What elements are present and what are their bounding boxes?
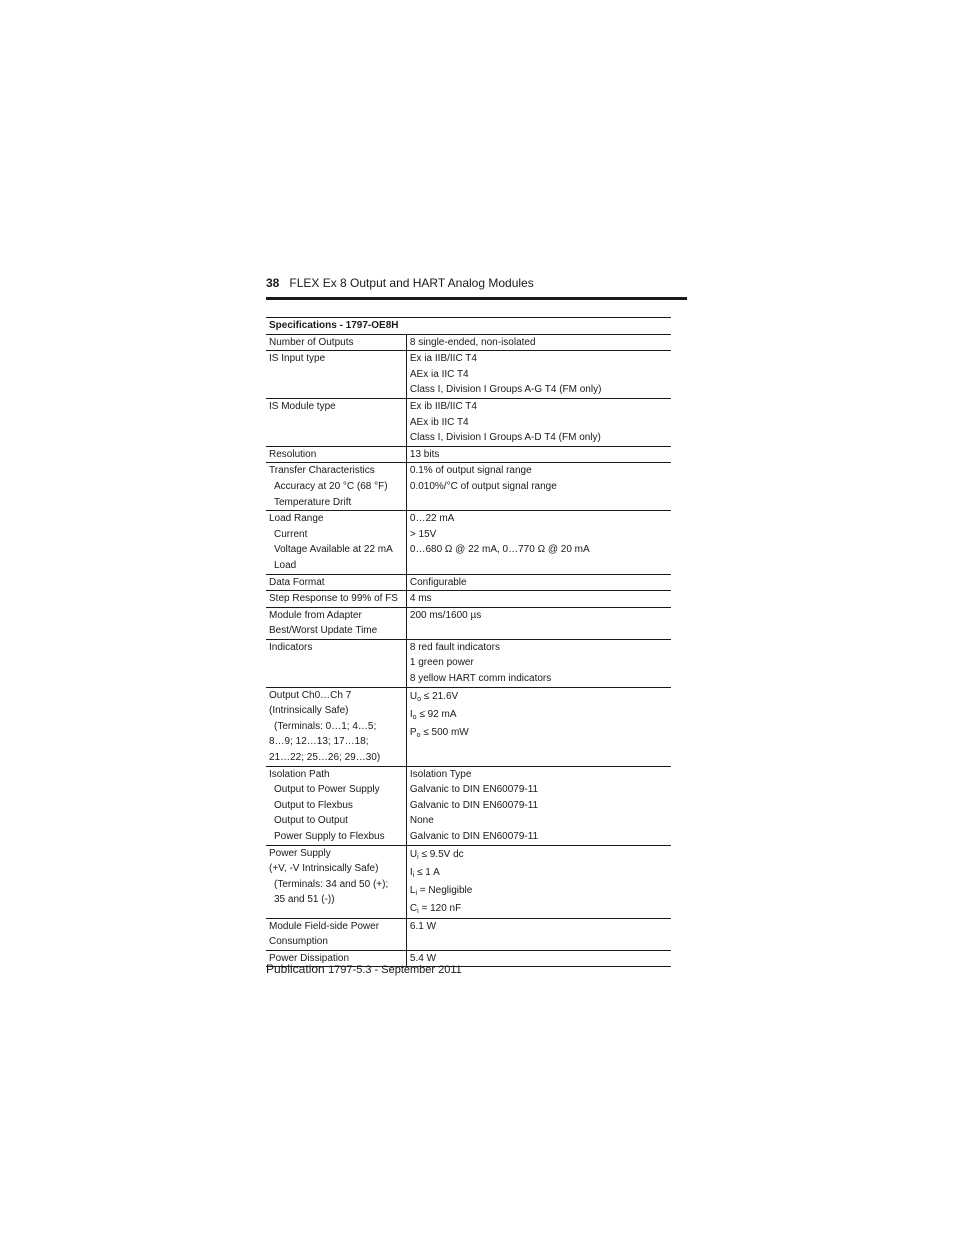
spec-value: 0…22 mA > 15V 0…680 Ω @ 22 mA, 0…770 Ω @ 20 mA	[406, 511, 671, 574]
spec-label: Isolation Path Output to Power Supply Output to Flexbus Output to Output Power Supply to Flexbus	[266, 766, 406, 845]
spec-label: IS Module type	[266, 398, 406, 446]
spec-label: Module from Adapter Best/Worst Update Time	[266, 607, 406, 639]
spec-value: 4 ms	[406, 591, 671, 608]
spec-label: Step Response to 99% of FS	[266, 591, 406, 608]
page-header	[266, 276, 687, 294]
spec-label: IS Input type	[266, 351, 406, 399]
table-row	[266, 639, 671, 687]
spec-label: Module Field-side Power Consumption	[266, 918, 406, 950]
power-inductance-value: $L_i$ = Negligible	[409, 884, 473, 897]
table-row	[266, 766, 671, 845]
spec-value	[406, 845, 671, 918]
power-capacitance-value: $C_i = 120$ nF	[409, 902, 462, 915]
power-current-value: $I_i \le 1$ A	[409, 866, 440, 879]
spec-label: Output Ch0…Ch 7 (Intrinsically Safe) (Terminals: 0…1; 4…5; 8…9; 12…13; 17…18; 21…22; 25…26; 29…30)	[266, 687, 406, 766]
table-row	[266, 687, 671, 766]
table-row	[266, 511, 671, 574]
header-rule	[266, 297, 687, 300]
table-row	[266, 351, 671, 399]
table-row	[266, 845, 671, 918]
table-row	[266, 918, 671, 950]
spec-value	[406, 687, 671, 766]
table-row	[266, 591, 671, 608]
spec-value: 0.1% of output signal range 0.010%/°C of output signal range	[406, 463, 671, 511]
spec-label: Data Format	[266, 574, 406, 591]
page-header-title: FLEX Ex 8 Output and HART Analog Modules	[289, 276, 534, 290]
table-row	[266, 398, 671, 446]
page-footer	[266, 962, 462, 976]
table-row	[266, 607, 671, 639]
output-voltage-value: $U_o \le 21.6V$	[409, 690, 459, 703]
spec-value: Configurable	[406, 574, 671, 591]
page-number: 38	[266, 276, 280, 290]
footer-label: Publication	[266, 962, 325, 976]
output-current-value: $I_o \le 92$ mA	[409, 708, 457, 721]
spec-value: 8 red fault indicators 1 green power 8 yellow HART comm indicators	[406, 639, 671, 687]
spec-label: Indicators	[266, 639, 406, 687]
power-voltage-value: $U_i \le 9.5V$ dc	[409, 848, 464, 861]
spec-label: Number of Outputs	[266, 334, 406, 351]
spec-value: Ex ia IIB/IIC T4 AEx ia IIC T4 Class I, Division I Groups A-G T4 (FM only)	[406, 351, 671, 399]
table-row	[266, 446, 671, 463]
specifications-table	[266, 317, 671, 967]
table-row	[266, 334, 671, 351]
publication-info: 1797-5.3 - September 2011	[328, 964, 462, 976]
spec-value: Isolation Type Galvanic to DIN EN60079-11 Galvanic to DIN EN60079-11 None Galvanic to DIN EN60079-11	[406, 766, 671, 845]
spec-value: Ex ib IIB/IIC T4 AEx ib IIC T4 Class I, Division I Groups A-D T4 (FM only)	[406, 398, 671, 446]
spec-value: 5.4 W	[406, 950, 671, 967]
spec-label: Power Dissipation	[266, 950, 406, 967]
spec-label: Transfer Characteristics Accuracy at 20 °C (68 °F) Temperature Drift	[266, 463, 406, 511]
spec-label: Resolution	[266, 446, 406, 463]
spec-value: 200 ms/1600 µs	[406, 607, 671, 639]
table-row	[266, 463, 671, 511]
spec-label: Power Supply (+V, -V Intrinsically Safe) (Terminals: 34 and 50 (+); 35 and 51 (-))	[266, 845, 406, 918]
output-power-value: $P_o \le 500$ mW	[409, 726, 469, 739]
spec-value: 8 single-ended, non-isolated	[406, 334, 671, 351]
spec-value: 6.1 W	[406, 918, 671, 950]
spec-label: Load Range Current Voltage Available at 22 mA Load	[266, 511, 406, 574]
table-title: Specifications - 1797-OE8H	[266, 318, 671, 335]
table-row	[266, 574, 671, 591]
spec-value: 13 bits	[406, 446, 671, 463]
table-title-row	[266, 318, 671, 335]
